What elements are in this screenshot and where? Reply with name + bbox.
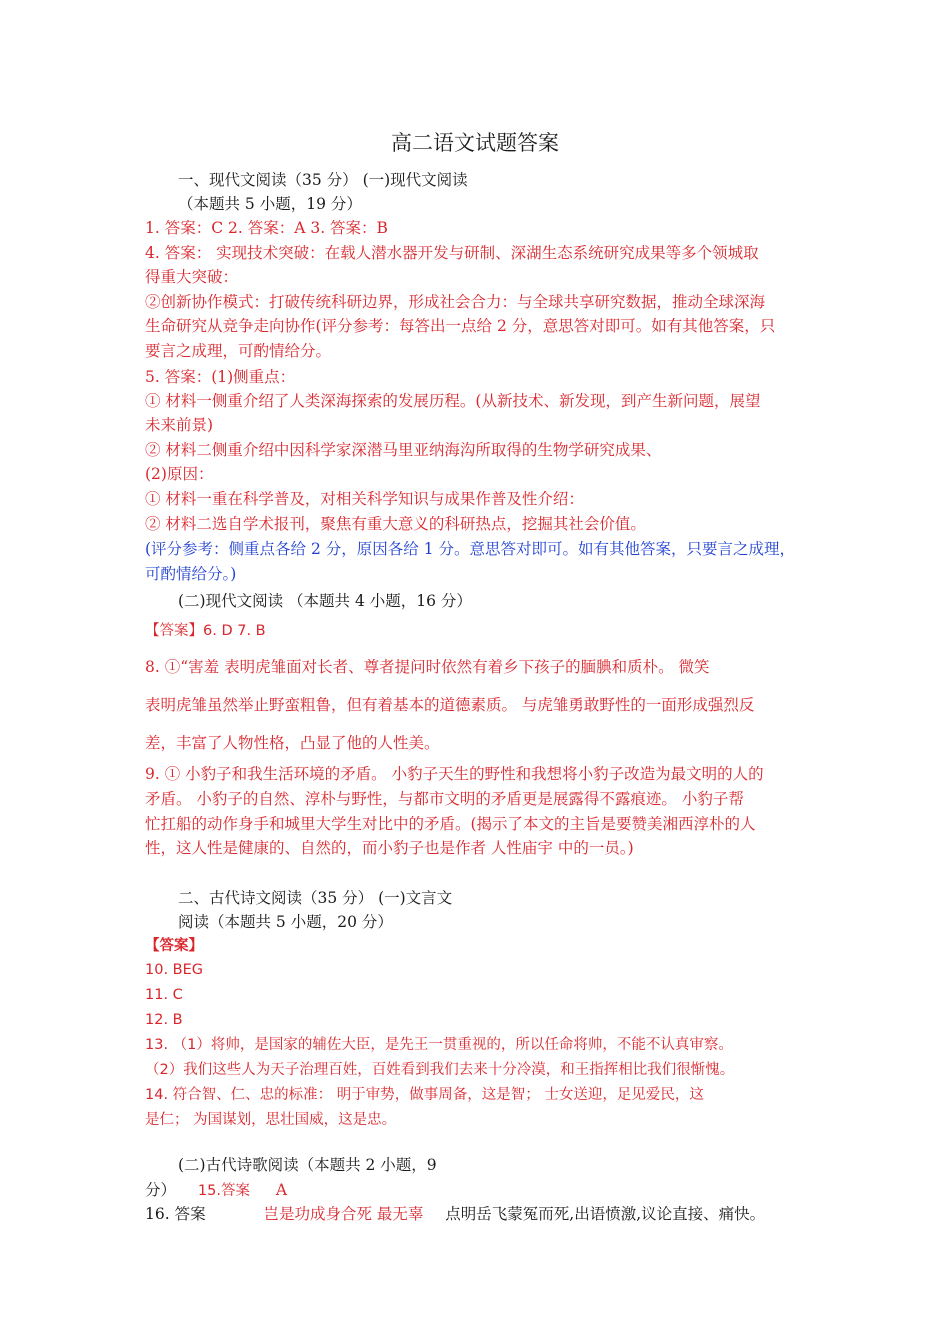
section2-part2-tail [145, 1180, 287, 1201]
answer-10: 10. BEG [145, 962, 204, 978]
answer-9-line2: 矛盾。 小豹子的自然、淳朴与野性，与都市文明的矛盾更是展露得不露痕迹。 小豹子帮 [145, 790, 744, 808]
answer-9-line1: 9. ① 小豹子和我生活环境的矛盾。 小豹子天生的野性和我想将小豹子改造为最文明的人的 [145, 765, 764, 783]
answers-6-7: 【答案】6. D 7. B [145, 623, 266, 639]
answer-8-line2: 表明虎雏虽然举止野蛮粗鲁，但有着基本的道德素质。 与虎雏勇敢野性的一面形成强烈反 [145, 696, 755, 714]
page-title: 高二语文试题答案 [391, 131, 559, 155]
answer-16-label: 16. 答案 [145, 1205, 206, 1223]
section2-heading: 二、古代诗文阅读（35 分） (一)文言文 [178, 889, 453, 907]
section1-heading: 一、现代文阅读（35 分） (一)现代文阅读 [178, 171, 468, 189]
section2-part2-heading: (二)古代诗歌阅读（本题共 2 小题，9 [178, 1156, 437, 1174]
answer-15-label: 15.答案 [197, 1183, 250, 1199]
answer-11: 11. C [145, 987, 183, 1003]
answer-13-line2: （2）我们这些人为天子治理百姓，百姓看到我们去来十分冷漠，和王指挥相比我们很惭愧。 [145, 1062, 735, 1078]
answer-8-line3: 差，丰富了人物性格，凸显了他的人性美。 [145, 734, 440, 752]
answer-14-line2: 是仁； 为国谋划，思壮国威，这是忠。 [145, 1112, 397, 1128]
answer-5-line2: ① 材料一侧重介绍了人类深海探索的发展历程。(从新技术、新发现，到产生新问题，展望 [145, 392, 761, 410]
answer-16 [145, 1204, 765, 1224]
answer-14-line1: 14. 符合智、仁、忠的标准： 明于审势，做事周备，这是智； 士女送迎，足见爱民，这 [145, 1087, 704, 1103]
section1-part2-heading: (二)现代文阅读 （本题共 4 小题，16 分） [178, 592, 472, 610]
answer-12: 12. B [145, 1012, 183, 1028]
scoring-note-line1: (评分参考：侧重点各给 2 分，原因各给 1 分。意思答对即可。如有其他答案，只要言之成理， [145, 540, 795, 558]
answer-5-line7: ② 材料二选自学术报刊，聚焦有重大意义的科研热点，挖掘其社会价值。 [145, 515, 646, 533]
answer-13-line1: 13. （1）将帅，是国家的辅佐大臣，是先王一贯重视的，所以任命将帅，不能不认真审察。 [145, 1037, 733, 1053]
scoring-note-line2: 可酌情给分。) [145, 565, 237, 583]
answer-4-line5: 要言之成理，可酌情给分。 [145, 342, 332, 360]
answer-9-line3: 忙扛船的动作身手和城里大学生对比中的矛盾。(揭示了本文的主旨是要赞美湘西淳朴的人 [145, 815, 756, 833]
answer-9-line4: 性，这人性是健康的、自然的，而小豹子也是作者 人性庙宇 中的一员。) [145, 839, 634, 857]
answer-5-line1: 5. 答案：(1)侧重点： [145, 368, 296, 386]
answer-4-line1: 4. 答案： 实现技术突破：在载人潜水器开发与研制、深湖生态系统研究成果等多个领城取 [145, 244, 759, 262]
answer-label: 【答案】 [145, 938, 203, 954]
answer-5-line3: 未来前景) [145, 416, 214, 434]
answer-4-line4: 生命研究从竞争走向协作(评分参考：每答出一点给 2 分，意思答对即可。如有其他答案，只 [145, 317, 776, 335]
answer-5-line5: (2)原因： [145, 465, 214, 483]
answer-8-line1: 8. ①“害羞 表明虎雏面对长者、尊者提问时依然有着乡下孩子的腼腆和质朴。 微笑 [145, 658, 710, 676]
answer-4-line3: ②创新协作模式：打破传统科研边界，形成社会合力：与全球共享研究数据，推动全球深海 [145, 293, 766, 311]
answer-16-text: 点明岳飞蒙冤而死,出语愤激,议论直接、痛快。 [445, 1205, 766, 1223]
answer-4-line2: 得重大突破： [145, 268, 239, 286]
section1-subheading: （本题共 5 小题，19 分） [178, 195, 362, 213]
part2-tail-text: 分） [145, 1181, 177, 1199]
answers-1-3: 1. 答案：C 2. 答案：A 3. 答案：B [145, 219, 388, 237]
answer-5-line4: ② 材料二侧重介绍中因科学家深潜马里亚纳海沟所取得的生物学研究成果、 [145, 441, 662, 459]
answer-16-quote: 岂是功成身合死 最无辜 [263, 1205, 424, 1223]
answer-15-value: A [275, 1181, 288, 1199]
section2-subheading: 阅读（本题共 5 小题，20 分） [178, 913, 393, 931]
answer-5-line6: ① 材料一重在科学普及，对相关科学知识与成果作普及性介绍： [145, 490, 584, 508]
